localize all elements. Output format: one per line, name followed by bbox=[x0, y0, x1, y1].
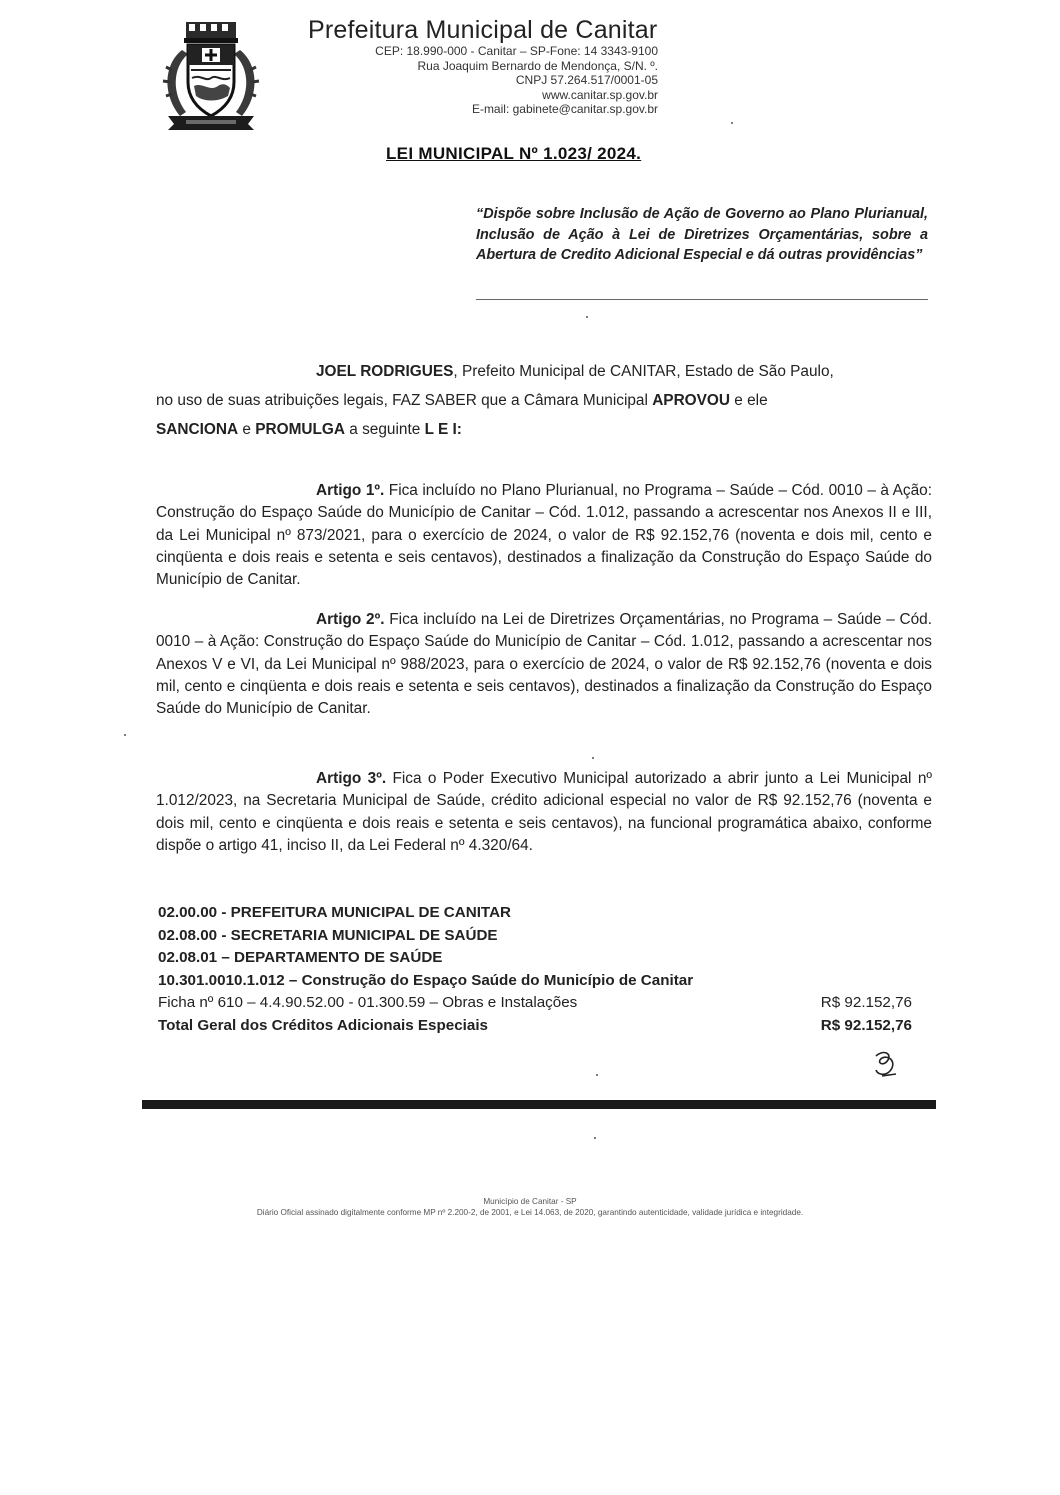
intro-line1: , Prefeito Municipal de CANITAR, Estado de São Paulo, bbox=[453, 363, 834, 380]
artigo-1 bbox=[156, 480, 932, 591]
page-footer bbox=[0, 1196, 1060, 1218]
artigo-3-label: Artigo 3º. bbox=[316, 770, 387, 787]
artigo-3-text: Fica o Poder Executivo Municipal autorizado a abrir junto a Lei Municipal nº 1.012/2023, na Secretaria Municipal de Saúde, crédito adicional especial no valor de R$ 92.152,76 (noventa e dois mil, cento e cinqüenta e dois reais e setenta e seis centavos), na funcional programática abaixo, conforme dispõe o artigo 41, inciso II, da Lei Federal nº 4.320/64. bbox=[156, 770, 932, 854]
artigo-1-text: Fica incluído no Plano Plurianual, no Programa – Saúde – Cód. 0010 – à Ação: Construção do Espaço Saúde do Município de Canitar – Cód. 1.012, passando a acrescentar nos Anexos II e III, da Lei Municipal nº 873/2021, para o exercício de 2024, o valor de R$ 92.152,76 (noventa e dois mil, cento e cinqüenta e dois reais e setenta e seis centavos), destinados a finalização da Construção do Espaço Saúde do Município de Canitar. bbox=[156, 482, 932, 589]
budget-line-departamento: 02.08.01 – DEPARTAMENTO DE SAÚDE bbox=[158, 949, 443, 967]
footer-divider-bar bbox=[142, 1100, 936, 1109]
intro-aprovou: APROVOU bbox=[652, 392, 731, 409]
municipality-name: Prefeitura Municipal de Canitar bbox=[308, 16, 658, 44]
municipal-crest-logo bbox=[158, 20, 264, 132]
header-email: E-mail: gabinete@canitar.sp.gov.br bbox=[471, 102, 658, 117]
header-cnpj: CNPJ 57.264.517/0001-05 bbox=[515, 73, 658, 88]
intro-lei: L E I: bbox=[424, 421, 462, 438]
ficha-label: Ficha nº 610 – 4.4.90.52.00 - 01.300.59 – Obras e Instalações bbox=[158, 994, 578, 1012]
header-cep-phone: CEP: 18.990-000 - Canitar – SP-Fone: 14 3343-9100 bbox=[375, 44, 658, 58]
law-title: LEI MUNICIPAL Nº 1.023/ 2024. bbox=[386, 144, 642, 163]
ficha-value: R$ 92.152,76 bbox=[820, 994, 912, 1012]
total-label: Total Geral dos Créditos Adicionais Especiais bbox=[158, 1016, 489, 1034]
handwritten-initials bbox=[868, 1046, 904, 1082]
artigo-2-text: Fica incluído na Lei de Diretrizes Orçamentárias, no Programa – Saúde – Cód. 0010 – à Ação: Construção do Espaço Saúde do Município de Canitar – Cód. 1.012, passando a acrescentar nos Anexos V e VI, da Lei Municipal nº 988/2023, para o exercício de 2024, o valor de R$ 92.152,76 (noventa e dois mil, cento e cinqüenta e dois reais e setenta e seis centavos), destinados a finalização da Construção do Espaço Saúde do Município de Canitar. bbox=[156, 611, 932, 718]
header-website: www.canitar.sp.gov.br bbox=[542, 87, 658, 102]
intro-promulga: PROMULGA bbox=[255, 421, 345, 438]
scan-speck bbox=[124, 734, 126, 736]
header-address: Rua Joaquim Bernardo de Mendonça, S/N. º. bbox=[417, 58, 658, 73]
artigo-2 bbox=[156, 609, 932, 720]
scan-speck bbox=[594, 1137, 596, 1139]
scan-speck bbox=[731, 122, 733, 124]
artigo-1-label: Artigo 1º. bbox=[316, 482, 385, 499]
budget-line-secretaria: 02.08.00 - SECRETARIA MUNICIPAL DE SAÚDE bbox=[158, 926, 498, 944]
budget-line-funcional: 10.301.0010.1.012 – Construção do Espaço Saúde do Município de Canitar bbox=[158, 971, 694, 989]
ementa-underline bbox=[476, 299, 928, 300]
mayor-name: JOEL RODRIGUES bbox=[316, 363, 454, 380]
scan-speck bbox=[586, 316, 588, 318]
total-value: R$ 92.152,76 bbox=[820, 1016, 912, 1034]
footer-digital-signature-note: Diário Oficial assinado digitalmente conforme MP nº 2.200-2, de 2001, e Lei 14.063, de 2020, garantindo autenticidade, validade jurídica e integridade. bbox=[256, 1208, 804, 1217]
law-ementa: “Dispõe sobre Inclusão de Ação de Governo ao Plano Plurianual, Inclusão de Ação à Lei de Diretrizes Orçamentárias, sobre a Abertura de Credito Adicional Especial e dá outras providências” bbox=[476, 206, 928, 263]
footer-municipality: Município de Canitar - SP bbox=[483, 1197, 577, 1206]
scan-speck bbox=[592, 757, 594, 759]
budget-total-row bbox=[158, 1015, 912, 1038]
scan-speck bbox=[596, 1074, 598, 1076]
artigo-3 bbox=[156, 768, 932, 857]
budget-line-prefeitura: 02.00.00 - PREFEITURA MUNICIPAL DE CANITAR bbox=[158, 904, 512, 921]
enactment-clause bbox=[156, 362, 932, 440]
header-contact-block bbox=[352, 44, 658, 117]
budget-ficha-row bbox=[158, 992, 912, 1015]
artigo-2-label: Artigo 2º. bbox=[316, 611, 385, 628]
intro-line2: no uso de suas atribuições legais, FAZ SABER que a Câmara Municipal bbox=[156, 392, 653, 409]
budget-allocation-block bbox=[158, 902, 912, 1038]
intro-line3: a seguinte bbox=[345, 421, 425, 438]
intro-line2-end: e ele bbox=[730, 392, 768, 409]
intro-e: e bbox=[238, 421, 256, 438]
intro-sanciona: SANCIONA bbox=[156, 421, 239, 438]
